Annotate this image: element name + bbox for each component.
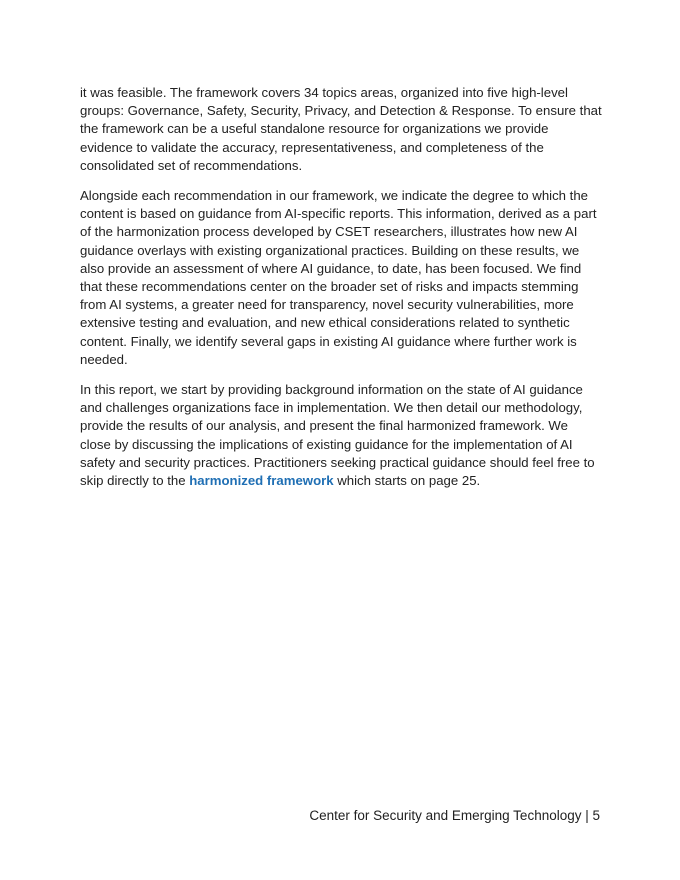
paragraph-1: it was feasible. The framework covers 34 topics areas, organized into five high-level groups: Governance, Safety, Security, Privacy, and Detection & Response. To ensure that the framework can be a useful standalone resource for organizations we provide evidence to validate the accuracy, representativeness, and completeness of the consolidated set of recommendations. [80, 85, 602, 173]
paragraph-3 [80, 381, 602, 490]
paragraph-2: Alongside each recommendation in our framework, we indicate the degree to which the content is based on guidance from AI-specific reports. This information, derived as a part of the harmonization process developed by CSET researchers, illustrates how new AI guidance overlays with existing organizational practices. Building on these results, we also provide an assessment of where AI guidance, to date, has been focused. We find that these recommendations center on the broader set of risks and impacts stemming from AI systems, a greater need for transparency, novel security vulnerabilities, more extensive testing and evaluation, and new ethical considerations related to synthetic content. Finally, we identify several gaps in existing AI guidance where further work is needed. [80, 188, 597, 367]
body-text [80, 84, 602, 502]
page-footer: Center for Security and Emerging Technology | 5 [309, 808, 600, 823]
paragraph-3-text-before-link: In this report, we start by providing background information on the state of AI guidance and challenges organizations face in implementation. We then detail our methodology, provide the results of our analysis, and present the final harmonized framework. We close by discussing the implications of existing guidance for the implementation of AI safety and security practices. Practitioners seeking practical guidance should feel free to skip directly to the [80, 382, 595, 489]
harmonized-framework-link[interactable]: harmonized framework [189, 473, 334, 489]
paragraph-3-text-after-link: which starts on page 25. [333, 473, 481, 489]
